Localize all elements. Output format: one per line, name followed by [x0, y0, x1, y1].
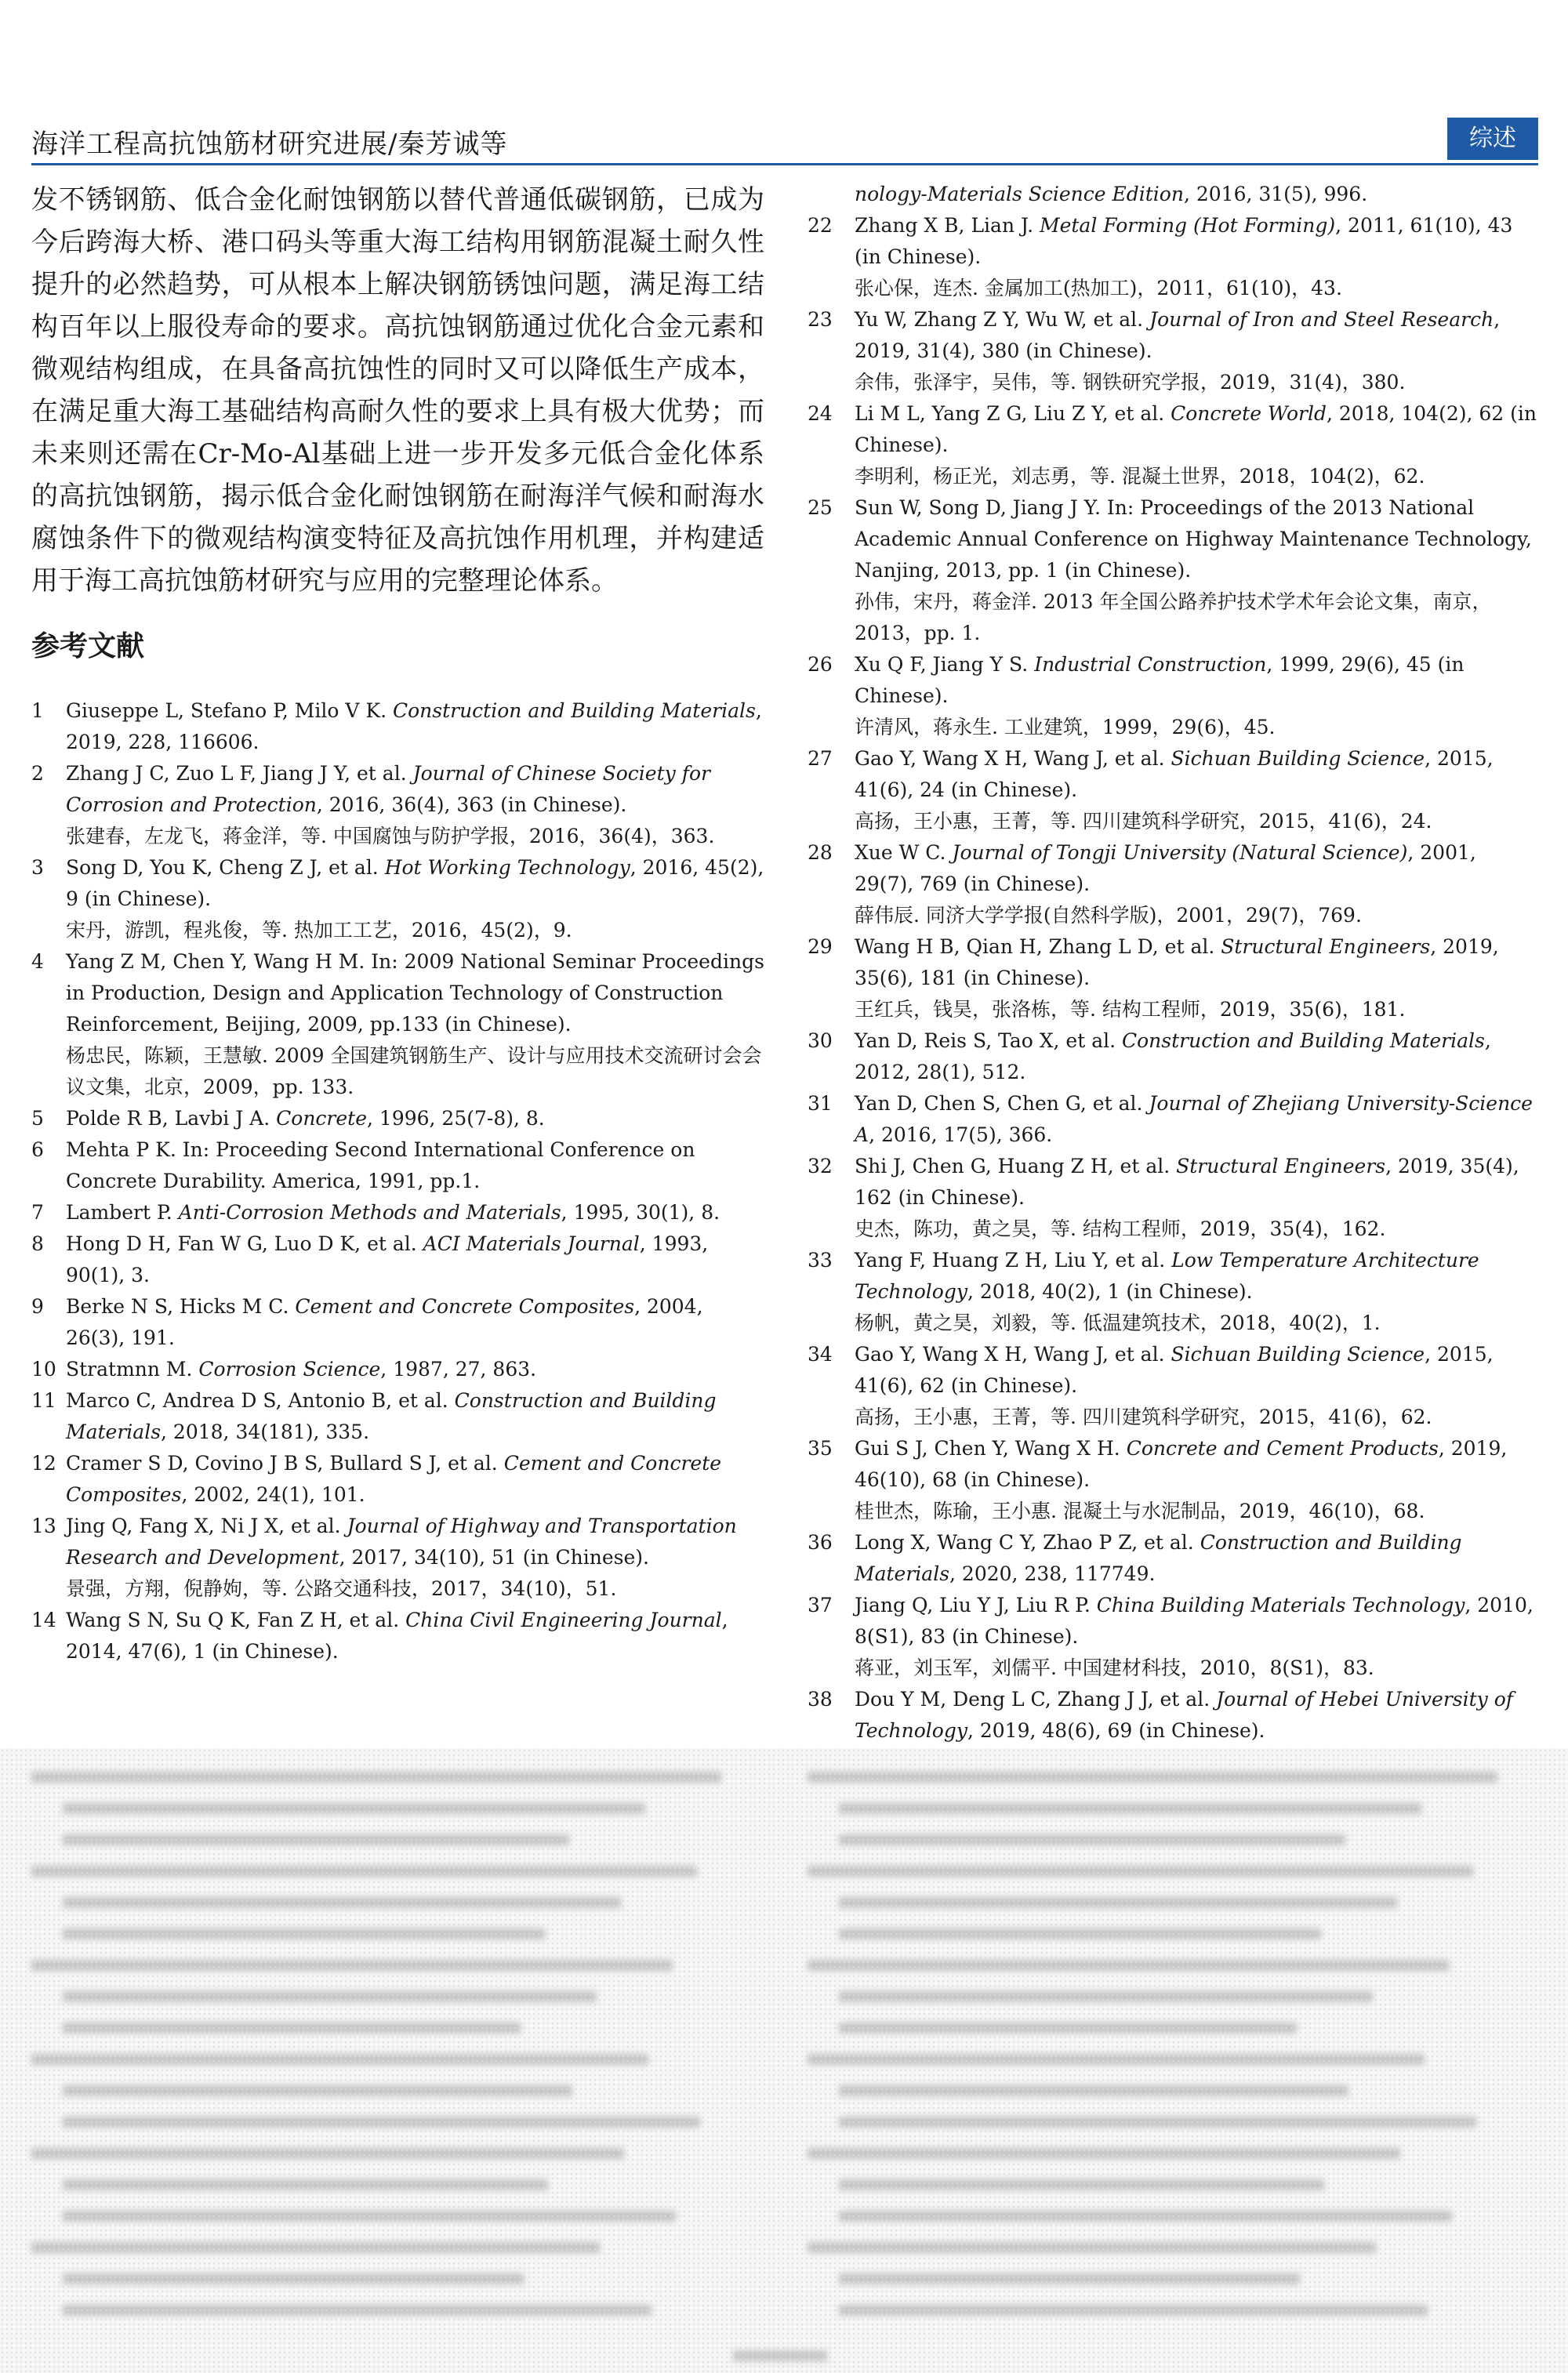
- reference-chinese: 余伟，张泽宇，吴伟，等. 钢铁研究学报，2019，31(4)，380.: [855, 371, 1406, 394]
- reference-citation: [66, 758, 764, 821]
- reference-number: 4: [31, 950, 44, 973]
- reference-details: , 2012, 28(1), 512.: [855, 1029, 1491, 1083]
- reference-citation: [855, 179, 1541, 210]
- reference-item: [808, 1245, 1541, 1339]
- reference-chinese: 史杰，陈功，黄之昊，等. 结构工程师，2019，35(4)，162.: [855, 1217, 1386, 1240]
- reference-journal: Sichuan Building Science: [1171, 747, 1425, 770]
- reference-authors: Hong D H, Fan W G, Luo D K, et al.: [66, 1232, 423, 1255]
- reference-item: [808, 492, 1541, 649]
- reference-journal: Industrial Construction: [1034, 653, 1267, 676]
- reference-journal: Journal of Chinese Society for Corrosion and Protection: [66, 762, 710, 816]
- reference-citation: [855, 1025, 1541, 1088]
- reference-item: [808, 1339, 1541, 1433]
- reference-item: [31, 1448, 764, 1511]
- reference-details: , 2019, 46(10), 68 (in Chinese).: [855, 1437, 1508, 1491]
- reference-journal: Concrete: [276, 1107, 368, 1130]
- reference-citation: [66, 1385, 764, 1448]
- reference-number: 10: [31, 1358, 56, 1381]
- reference-journal: Structural Engineers: [1176, 1155, 1386, 1177]
- reference-authors: Mehta P K. In: Proceeding Second International Conference on Concrete Durability. America, 1991, pp.1.: [66, 1138, 695, 1192]
- reference-details: , 2017, 34(10), 51 (in Chinese).: [339, 1546, 649, 1569]
- reference-citation: [66, 1103, 764, 1134]
- reference-details: , 2019, 48(6), 69 (in Chinese).: [967, 1719, 1265, 1742]
- reference-item: [808, 1151, 1541, 1245]
- reference-details: , 2019, 35(6), 181 (in Chinese).: [855, 935, 1499, 989]
- reference-number: 28: [808, 841, 833, 864]
- reference-journal: Concrete World: [1171, 402, 1327, 425]
- reference-citation: [66, 695, 764, 758]
- reference-citation: [855, 649, 1541, 712]
- reference-authors: Yan D, Reis S, Tao X, et al.: [855, 1029, 1122, 1052]
- reference-citation: [66, 946, 764, 1040]
- reference-number: 38: [808, 1688, 833, 1711]
- reference-item: [31, 1134, 764, 1197]
- reference-number: 26: [808, 653, 833, 676]
- reference-number: 3: [31, 856, 44, 879]
- reference-item: [31, 1385, 764, 1448]
- reference-authors: Gui S J, Chen Y, Wang X H.: [855, 1437, 1127, 1460]
- reference-item: [808, 931, 1541, 1025]
- reference-authors: Zhang X B, Lian J.: [855, 214, 1040, 237]
- reference-list-left: [31, 695, 764, 1667]
- reference-details: , 2015, 41(6), 24 (in Chinese).: [855, 747, 1494, 801]
- reference-authors: Berke N S, Hicks M C.: [66, 1295, 296, 1318]
- reference-authors: Yan D, Chen S, Chen G, et al.: [855, 1092, 1149, 1115]
- reference-journal: Hot Working Technology: [384, 856, 630, 879]
- reference-citation: [855, 1433, 1541, 1496]
- reference-number: 13: [31, 1515, 56, 1537]
- reference-authors: Polde R B, Lavbi J A.: [66, 1107, 277, 1130]
- reference-citation: [66, 1448, 764, 1511]
- reference-details: , 2016, 45(2), 9 (in Chinese).: [66, 856, 764, 910]
- reference-journal: Low Temperature Architecture Technology: [855, 1249, 1479, 1303]
- references-heading: 参考文献: [31, 630, 145, 662]
- reference-chinese: 高扬，王小惠，王菁，等. 四川建筑科学研究，2015，41(6)，62.: [855, 1406, 1432, 1428]
- reference-details: , 2011, 61(10), 43 (in Chinese).: [855, 214, 1513, 268]
- reference-item: [808, 210, 1541, 304]
- reference-chinese: 张心保，连杰. 金属加工(热加工)，2011，61(10)，43.: [855, 277, 1342, 299]
- reference-chinese: 高扬，王小惠，王菁，等. 四川建筑科学研究，2015，41(6)，24.: [855, 810, 1432, 833]
- reference-details: , 1995, 30(1), 8.: [561, 1201, 720, 1224]
- reference-citation: [855, 1245, 1541, 1308]
- reference-journal: Corrosion Science: [198, 1358, 381, 1381]
- reference-citation: [855, 743, 1541, 806]
- reference-chinese: 李明利，杨正光，刘志勇，等. 混凝土世界，2018，104(2)，62.: [855, 465, 1425, 488]
- reference-authors: Jing Q, Fang X, Ni J X, et al.: [66, 1515, 347, 1537]
- reference-details: , 2019, 228, 116606.: [66, 699, 762, 753]
- reference-chinese: 王红兵，钱昊，张洛栋，等. 结构工程师，2019，35(6)，181.: [855, 998, 1406, 1021]
- dither-overlay: [0, 1748, 1568, 2373]
- reference-journal: Journal of Highway and Transportation Research and Development: [66, 1515, 737, 1569]
- reference-details: , 1987, 27, 863.: [380, 1358, 537, 1381]
- reference-authors: Li M L, Yang Z G, Liu Z Y, et al.: [855, 402, 1171, 425]
- reference-details: , 2018, 40(2), 1 (in Chinese).: [967, 1280, 1253, 1303]
- reference-number: 22: [808, 214, 833, 237]
- reference-authors: Xue W C.: [855, 841, 953, 864]
- reference-authors: Gao Y, Wang X H, Wang J, et al.: [855, 1343, 1171, 1366]
- reference-item: [31, 758, 764, 852]
- reference-citation: [855, 931, 1541, 994]
- left-column: [31, 179, 764, 1667]
- reference-number: 1: [31, 699, 44, 722]
- reference-details: , 1993, 90(1), 3.: [66, 1232, 709, 1286]
- reference-details: , 2016, 17(5), 366.: [869, 1123, 1053, 1146]
- reference-item: [808, 837, 1541, 931]
- reference-details: , 2019, 31(4), 380 (in Chinese).: [855, 308, 1501, 362]
- reference-citation: [66, 1197, 764, 1228]
- reference-number: 29: [808, 935, 833, 958]
- reference-journal: Sichuan Building Science: [1171, 1343, 1425, 1366]
- reference-chinese: 许清风，蒋永生. 工业建筑，1999，29(6)，45.: [855, 716, 1276, 738]
- reference-citation: [855, 1527, 1541, 1590]
- reference-authors: Shi J, Chen G, Huang Z H, et al.: [855, 1155, 1177, 1177]
- reference-item: [31, 695, 764, 758]
- reference-number: 6: [31, 1138, 44, 1161]
- reference-authors: Zhang J C, Zuo L F, Jiang J Y, et al.: [66, 762, 413, 785]
- reference-item: [808, 1433, 1541, 1527]
- reference-list-right: [808, 179, 1541, 1747]
- reference-citation: [66, 1605, 764, 1667]
- reference-citation: [855, 398, 1541, 461]
- running-header: [31, 118, 1538, 163]
- reference-journal: Anti-Corrosion Methods and Materials: [178, 1201, 561, 1224]
- reference-item: [31, 1354, 764, 1385]
- reference-item: [31, 946, 764, 1103]
- reference-item: [808, 1088, 1541, 1151]
- reference-citation: [66, 852, 764, 915]
- reference-item: [31, 1197, 764, 1228]
- reference-item: [808, 743, 1541, 837]
- reference-item: [808, 398, 1541, 492]
- reference-chinese: 景强，方翔，倪静姁，等. 公路交通科技，2017，34(10)，51.: [66, 1577, 617, 1600]
- reference-number: 2: [31, 762, 44, 785]
- reference-number: 7: [31, 1201, 44, 1224]
- reference-authors: Dou Y M, Deng L C, Zhang J J, et al.: [855, 1688, 1217, 1711]
- reference-details: , 2010, 8(S1), 83 (in Chinese).: [855, 1594, 1534, 1648]
- section-tag: 综述: [1447, 118, 1538, 160]
- reference-journal: Cement and Concrete Composites: [295, 1295, 635, 1318]
- reference-citation: [855, 304, 1541, 367]
- reference-details: , 2004, 26(3), 191.: [66, 1295, 703, 1349]
- reference-journal: Journal of Zhejiang University-Science A: [855, 1092, 1533, 1146]
- reference-item: [808, 1025, 1541, 1088]
- reference-journal: Cement and Concrete Composites: [66, 1452, 722, 1506]
- reference-authors: Song D, You K, Cheng Z J, et al.: [66, 856, 385, 879]
- reference-item: [31, 1103, 764, 1134]
- reference-chinese: 桂世杰，陈瑜，王小惠. 混凝土与水泥制品，2019，46(10)，68.: [855, 1500, 1425, 1522]
- reference-citation: [855, 837, 1541, 900]
- reference-details: , 2016, 31(5), 996.: [1183, 183, 1368, 205]
- reference-chinese: 杨忠民，陈颖，王慧敏. 2009 全国建筑钢筋生产、设计与应用技术交流研讨会会议文集，北京，2009，pp. 133.: [66, 1044, 762, 1098]
- running-header-title: 海洋工程高抗蚀筋材研究进展/秦芳诚等: [31, 129, 508, 160]
- reference-number: 27: [808, 747, 833, 770]
- reference-chinese: 张建春，左龙飞，蒋金洋，等. 中国腐蚀与防护学报，2016，36(4)，363.: [66, 825, 715, 847]
- reference-journal: Structural Engineers: [1221, 935, 1431, 958]
- reference-chinese: 宋丹，游凯，程兆俊，等. 热加工工艺，2016，45(2)，9.: [66, 919, 572, 942]
- reference-citation: [855, 492, 1541, 586]
- reference-chinese: 孙伟，宋丹，蒋金洋. 2013 年全国公路养护技术学术年会论文集，南京，2013，pp. 1.: [855, 590, 1492, 644]
- reference-number: 31: [808, 1092, 833, 1115]
- reference-citation: [855, 1088, 1541, 1151]
- reference-details: , 2020, 238, 117749.: [949, 1562, 1156, 1585]
- reference-details: , 2015, 41(6), 62 (in Chinese).: [855, 1343, 1494, 1397]
- reference-details: , 2016, 36(4), 363 (in Chinese).: [316, 793, 627, 816]
- reference-number: 11: [31, 1389, 56, 1412]
- reference-item: [31, 852, 764, 946]
- reference-number: 33: [808, 1249, 833, 1272]
- reference-authors: Cramer S D, Covino J B S, Bullard S J, et al.: [66, 1452, 504, 1475]
- reference-item: [31, 1228, 764, 1291]
- reference-number: 34: [808, 1343, 833, 1366]
- reference-authors: Sun W, Song D, Jiang J Y. In: Proceedings of the 2013 National Academic Annual Conference on Highway Maintenance Technology, Nanjing, 2013, pp. 1 (in Chinese).: [855, 496, 1532, 582]
- reference-details: , 2019, 35(4), 162 (in Chinese).: [855, 1155, 1519, 1209]
- reference-number: 8: [31, 1232, 44, 1255]
- page-footer-blur: [733, 2350, 827, 2361]
- reference-authors: Wang H B, Qian H, Zhang L D, et al.: [855, 935, 1221, 958]
- reference-number: 25: [808, 496, 833, 519]
- reference-details: , 2014, 47(6), 1 (in Chinese).: [66, 1609, 728, 1663]
- reference-journal: Journal of Hebei University of Technology: [855, 1688, 1514, 1742]
- reference-authors: Giuseppe L, Stefano P, Milo V K.: [66, 699, 393, 722]
- reference-details: , 1996, 25(7-8), 8.: [367, 1107, 545, 1130]
- reference-authors: Stratmnn M.: [66, 1358, 199, 1381]
- reference-citation: [66, 1354, 764, 1385]
- reference-citation: [855, 1339, 1541, 1402]
- reference-number: 23: [808, 308, 833, 331]
- reference-details: , 2018, 34(181), 335.: [161, 1421, 370, 1443]
- reference-item: [808, 179, 1541, 210]
- reference-journal: ACI Materials Journal: [423, 1232, 640, 1255]
- header-rule: [31, 163, 1538, 165]
- reference-item: [31, 1511, 764, 1605]
- reference-number: 30: [808, 1029, 833, 1052]
- body-paragraph: 发不锈钢筋、低合金化耐蚀钢筋以替代普通低碳钢筋，已成为今后跨海大桥、港口码头等重大海工结构用钢筋混凝土耐久性提升的必然趋势，可从根本上解决钢筋锈蚀问题，满足海工结构百年以上服役寿命的要求。高抗蚀钢筋通过优化合金元素和微观结构组成，在具备高抗蚀性的同时又可以降低生产成本，在满足重大海工基础结构高耐久性的要求上具有极大优势；而未来则还需在Cr-Mo-Al基础上进一步开发多元低合金化体系的高抗蚀钢筋，揭示低合金化耐蚀钢筋在耐海洋气候和耐海水腐蚀条件下的微观结构演变特征及高抗蚀作用机理，并构建适用于海工高抗蚀筋材研究与应用的完整理论体系。: [31, 184, 764, 597]
- reference-journal: Construction and Building Materials: [855, 1531, 1462, 1585]
- reference-details: , 2018, 104(2), 62 (in Chinese).: [855, 402, 1537, 456]
- reference-item: [808, 649, 1541, 743]
- reference-number: 9: [31, 1295, 44, 1318]
- reference-authors: Long X, Wang C Y, Zhao P Z, et al.: [855, 1531, 1200, 1554]
- reference-authors: Marco C, Andrea D S, Antonio B, et al.: [66, 1389, 455, 1412]
- reference-item: [31, 1291, 764, 1354]
- reference-journal: Construction and Building Materials: [1122, 1029, 1485, 1052]
- reference-citation: [66, 1134, 764, 1197]
- reference-authors: Yang Z M, Chen Y, Wang H M. In: 2009 National Seminar Proceedings in Production, Design and Application Technology of Construction Reinforcement, Beijing, 2009, pp.133 (in Chinese).: [66, 950, 764, 1036]
- reference-authors: Xu Q F, Jiang Y S.: [855, 653, 1035, 676]
- reference-item: [31, 1605, 764, 1667]
- reference-authors: Lambert P.: [66, 1201, 179, 1224]
- reference-authors: Yu W, Zhang Z Y, Wu W, et al.: [855, 308, 1150, 331]
- reference-citation: [66, 1291, 764, 1354]
- reference-journal: Metal Forming (Hot Forming): [1039, 214, 1336, 237]
- reference-citation: [855, 1684, 1541, 1747]
- reference-journal: Construction and Building Materials: [66, 1389, 717, 1443]
- reference-number: 35: [808, 1437, 833, 1460]
- reference-item: [808, 1527, 1541, 1590]
- reference-citation: [66, 1511, 764, 1573]
- reference-number: 32: [808, 1155, 833, 1177]
- reference-number: 24: [808, 402, 833, 425]
- reference-number: 14: [31, 1609, 56, 1631]
- reference-citation: [855, 210, 1541, 273]
- reference-authors: Jiang Q, Liu Y J, Liu R P.: [855, 1594, 1097, 1616]
- reference-item: [808, 1684, 1541, 1747]
- reference-journal: Journal of Iron and Steel Research: [1149, 308, 1494, 331]
- reference-journal: China Civil Engineering Journal: [405, 1609, 722, 1631]
- reference-number: 36: [808, 1531, 833, 1554]
- right-column: [808, 179, 1541, 1747]
- reference-number: 37: [808, 1594, 833, 1616]
- reference-item: [808, 304, 1541, 398]
- reference-chinese: 杨帆，黄之昊，刘毅，等. 低温建筑技术，2018，40(2)，1.: [855, 1312, 1381, 1334]
- reference-details: , 2002, 24(1), 101.: [181, 1483, 365, 1506]
- reference-citation: [855, 1590, 1541, 1653]
- reference-authors: Gao Y, Wang X H, Wang J, et al.: [855, 747, 1171, 770]
- reference-chinese: 蒋亚，刘玉军，刘儒平. 中国建材科技，2010，8(S1)，83.: [855, 1656, 1374, 1679]
- reference-number: 12: [31, 1452, 56, 1475]
- reference-citation: [855, 1151, 1541, 1214]
- reference-journal: Journal of Tongji University (Natural Science): [952, 841, 1408, 864]
- reference-number: 5: [31, 1107, 44, 1130]
- reference-journal: Concrete and Cement Products: [1126, 1437, 1439, 1460]
- reference-citation: [66, 1228, 764, 1291]
- reference-journal: Construction and Building Materials: [392, 699, 756, 722]
- reference-authors: Yang F, Huang Z H, Liu Y, et al.: [855, 1249, 1172, 1272]
- reference-journal: China Building Materials Technology: [1096, 1594, 1465, 1616]
- reference-chinese: 薛伟辰. 同济大学学报(自然科学版)，2001，29(7)，769.: [855, 904, 1362, 927]
- reference-item: [808, 1590, 1541, 1684]
- reference-authors: Wang S N, Su Q K, Fan Z H, et al.: [66, 1609, 406, 1631]
- reference-details: , 2001, 29(7), 769 (in Chinese).: [855, 841, 1476, 895]
- reference-journal: nology-Materials Science Edition: [855, 183, 1184, 205]
- reference-details: , 1999, 29(6), 45 (in Chinese).: [855, 653, 1465, 707]
